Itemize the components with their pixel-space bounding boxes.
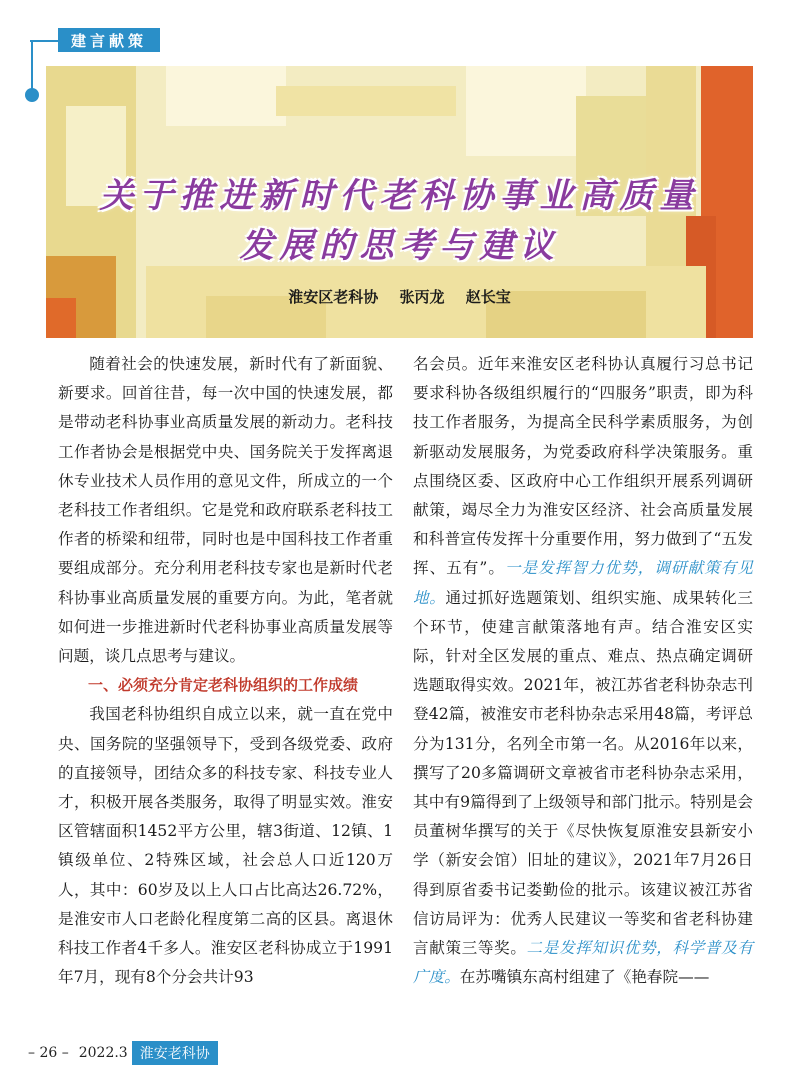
- section-tag-dot: [25, 88, 39, 102]
- right-column: [413, 350, 753, 992]
- section-tag-vertical-line: [31, 40, 33, 94]
- magazine-name: 淮安老科协: [132, 1041, 218, 1065]
- page-footer: [28, 1040, 218, 1066]
- title-banner: [46, 66, 753, 338]
- emphasis-text: 一是发挥智力优势，调研献策有见地。: [413, 559, 753, 607]
- banner-block: [466, 66, 586, 156]
- author-name: 赵长宝: [465, 288, 511, 306]
- section-heading: 一、必须充分肯定老科协组织的工作成绩: [88, 676, 359, 695]
- left-column: [58, 350, 393, 992]
- paragraph: 我国老科协组织自成立以来，就一直在党中央、国务院的坚强领导下，受到各级党委、政府的直接领导，团结众多的科技专家、科技专业人才，积极开展各类服务，取得了明显实效。淮安区管辖面积1452平方公里，辖3街道、12镇、1镇级单位、2特殊区域，社会总人口近120万人，其中：60岁及以上人口占比高达26.72%，是淮安市人口老龄化程度第二高的区县。离退休科技工作者4千多人。淮安区老科协成立于1991年7月，现有8个分会共计93: [58, 705, 393, 987]
- paragraph: 随着社会的快速发展，新时代有了新面貌、新要求。回首往昔，每一次中国的快速发展，都是带动老科协事业高质量发展的新动力。老科技工作者协会是根据党中央、国务院关于发挥离退休专业技术人员作用的意见文件，所成立的一个老科技工作者组织。它是党和政府联系老科技工作者的桥梁和纽带，同时也是中国科技工作者重要组成部分。充分利用老科技专家也是新时代老科协事业高质量发展的重要方向。为此，笔者就如何进一步推进新时代老科协事业高质量发展等问题，谈几点思考与建议。: [58, 355, 393, 666]
- text-run: 在苏嘴镇东高村组建了《艳春院——: [459, 968, 710, 987]
- paragraph: [413, 350, 753, 992]
- text-run: 通过抓好选题策划、组织实施、成果转化三个环节，使建言献策落地有声。结合淮安区实际，针对全区发展的重点、难点、热点确定调研选题取得实效。2021年，被江苏省老科协杂志刊登42篇，被淮安市老科协杂志采用48篇，考评总分为131分，名列全市第一名。从2016年以来，撰写了20多篇调研文章被省市老科协杂志采用，其中有9篇得到了上级领导和部门批示。特别是会员董树华撰写的关于《尽快恢复原淮安县新安小学（新安会馆）旧址的建议》，2021年7月26日得到原省委书记娄勤俭的批示。该建议被江苏省信访局评为：优秀人民建议一等奖和省老科协建言献策三等奖。: [413, 588, 753, 958]
- section-tag: 建言献策: [58, 28, 160, 52]
- banner-block: [166, 66, 286, 126]
- page-number: – 26 –: [28, 1045, 69, 1061]
- article-title-line1: 关于推进新时代老科协事业高质量: [99, 176, 700, 216]
- author-line: [46, 286, 753, 307]
- banner-block: [276, 86, 456, 116]
- article-title-line2: 发展的思考与建议: [239, 226, 560, 266]
- issue-number: 2022.3: [78, 1045, 128, 1061]
- author-org: 淮安区老科协: [288, 288, 379, 306]
- text-run: 名会员。近年来淮安区老科协认真履行习总书记要求科协各级组织履行的“四服务”职责，即为科技工作者服务，为提高全民科学素质服务，为创新驱动发展服务，为党委政府科学决策服务。重点围绕区委、区政府中心工作组织开展系列调研献策，竭尽全力为淮安区经济、社会高质量发展和科普宣传发挥十分重要作用，努力做到了“五发挥、五有”。: [413, 355, 753, 578]
- author-name: 张丙龙: [399, 288, 445, 306]
- emphasis-text: 二是发挥知识优势，科学普及有广度。: [413, 939, 753, 987]
